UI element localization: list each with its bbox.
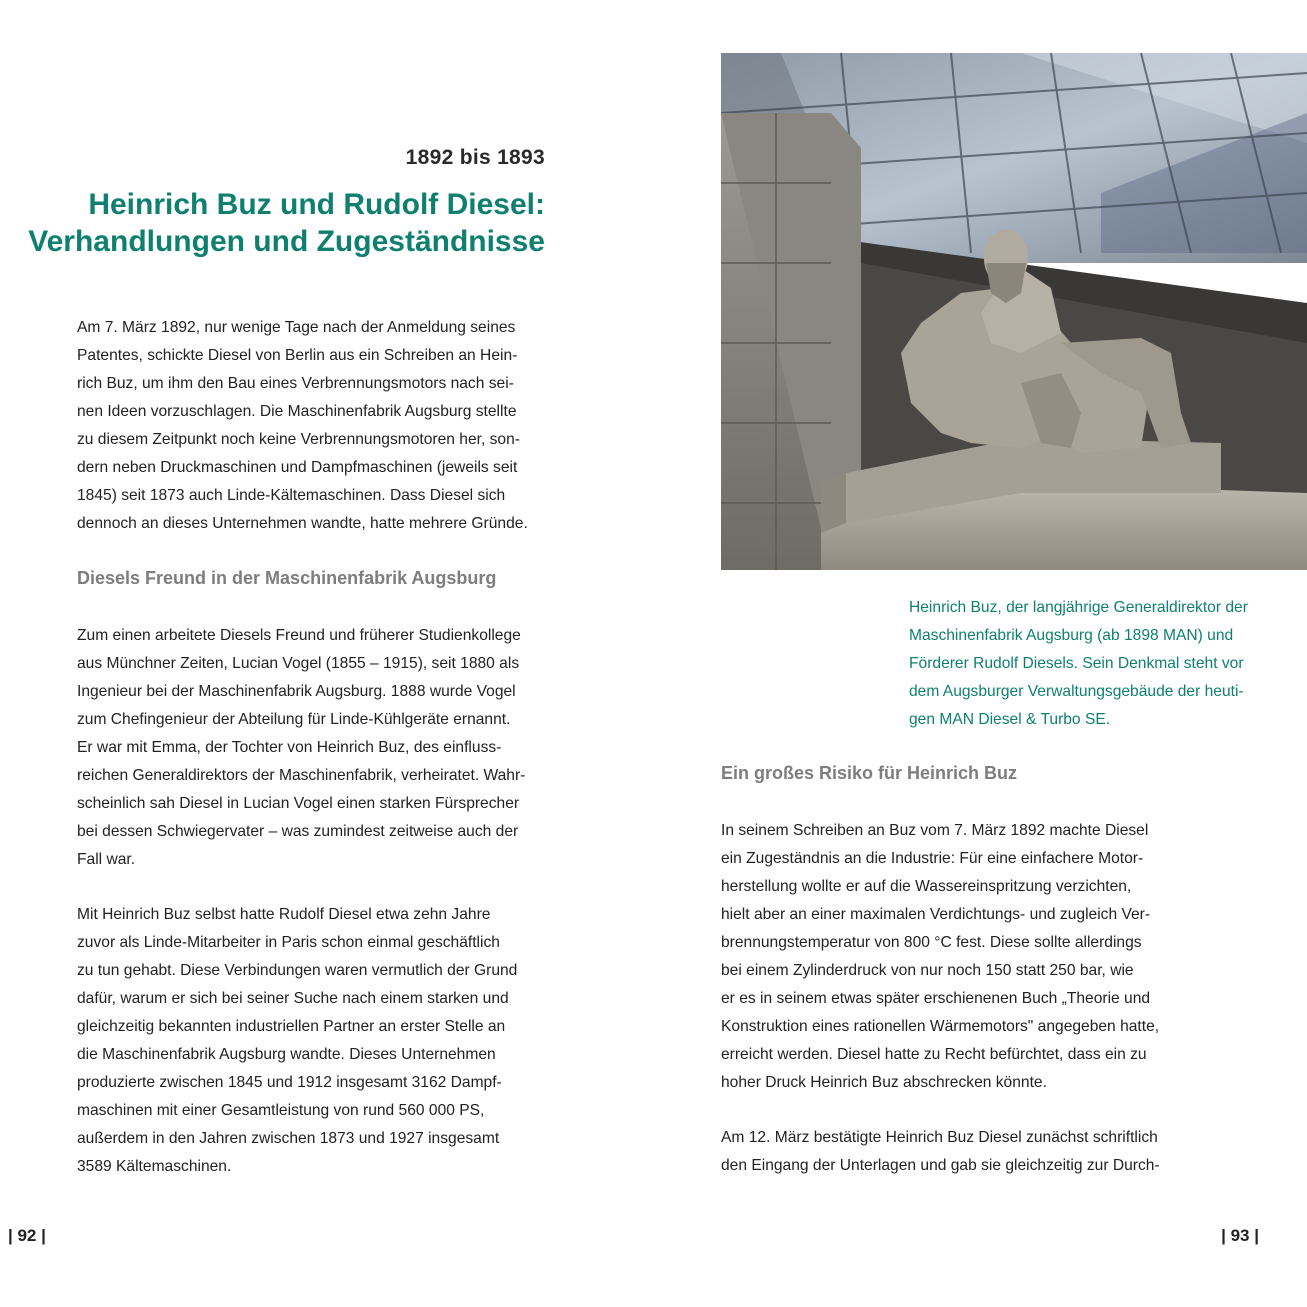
text-line: er es in seinem etwas später erschienenen Buch „Theorie und bbox=[721, 990, 1151, 1007]
text-line: maschinen mit einer Gesamtleistung von rund 560 000 PS, bbox=[77, 1102, 485, 1119]
text-line: nen Ideen vorzuschlagen. Die Maschinenfabrik Augsburg stellte bbox=[77, 403, 517, 420]
text-line: produzierte zwischen 1845 und 1912 insgesamt 3162 Dampf- bbox=[77, 1074, 502, 1091]
section-heading-risiko: Ein großes Risiko für Heinrich Buz bbox=[721, 763, 1018, 783]
text-line: hoher Druck Heinrich Buz abschrecken könnte. bbox=[721, 1074, 1047, 1091]
text-line: hielt aber an einer maximalen Verdichtungs- und zugleich Ver- bbox=[721, 906, 1151, 923]
text-line: zu diesem Zeitpunkt noch keine Verbrennungsmotoren her, son- bbox=[77, 431, 520, 448]
text-line: dafür, warum er sich bei seiner Suche nach einem starken und bbox=[77, 990, 509, 1007]
text-line: 1845) seit 1873 auch Linde-Kältemaschinen. Dass Diesel sich bbox=[77, 487, 506, 504]
page-number-right: | 93 | bbox=[1221, 1226, 1259, 1245]
text-line: außerdem in den Jahren zwischen 1873 und 1927 insgesamt bbox=[77, 1130, 500, 1147]
text-line: zum Chefingenieur der Abteilung für Linde-Kühlgeräte ernannt. bbox=[77, 711, 511, 728]
paragraph-vogel bbox=[77, 622, 557, 874]
photo-caption bbox=[909, 594, 1279, 734]
text-line: Zum einen arbeitete Diesels Freund und früherer Studienkollege bbox=[77, 627, 521, 644]
paragraph-buz-paris bbox=[77, 901, 557, 1181]
text-line: Ingenieur bei der Maschinenfabrik Augsburg. 1888 wurde Vogel bbox=[77, 683, 516, 700]
chapter-years: 1892 bis 1893 bbox=[405, 146, 545, 169]
text-line: dennoch an dieses Unternehmen wandte, hatte mehrere Gründe. bbox=[77, 515, 528, 532]
text-line: rich Buz, um ihm den Bau eines Verbrennungsmotors nach sei- bbox=[77, 375, 514, 392]
page-number-left: | 92 | bbox=[8, 1226, 46, 1245]
text-line: scheinlich sah Diesel in Lucian Vogel einen starken Fürsprecher bbox=[77, 795, 520, 812]
text-line: die Maschinenfabrik Augsburg wandte. Dieses Unternehmen bbox=[77, 1046, 496, 1063]
text-line: Fall war. bbox=[77, 851, 136, 868]
text-line: Konstruktion eines rationellen Wärmemotors" angegeben hatte, bbox=[721, 1018, 1160, 1035]
text-line: aus Münchner Zeiten, Lucian Vogel (1855 – 1915), seit 1880 als bbox=[77, 655, 520, 672]
caption-line: Maschinenfabrik Augsburg (ab 1898 MAN) und bbox=[909, 627, 1234, 644]
text-line: herstellung wollte er auf die Wassereinspritzung verzichten, bbox=[721, 878, 1132, 895]
text-line: Patentes, schickte Diesel von Berlin aus ein Schreiben an Hein- bbox=[77, 347, 518, 364]
caption-line: dem Augsburger Verwaltungsgebäude der heuti- bbox=[909, 683, 1244, 700]
text-line: den Eingang der Unterlagen und gab sie gleichzeitig zur Durch- bbox=[721, 1157, 1160, 1174]
paragraph-zugestaendnis bbox=[721, 817, 1201, 1097]
text-line: reichen Generaldirektors der Maschinenfabrik, verheiratet. Wahr- bbox=[77, 767, 526, 784]
section-heading-diesels-freund: Diesels Freund in der Maschinenfabrik Augsburg bbox=[77, 568, 497, 588]
caption-line: gen MAN Diesel & Turbo SE. bbox=[909, 711, 1111, 728]
text-line: zuvor als Linde-Mitarbeiter in Paris schon einmal geschäftlich bbox=[77, 934, 500, 951]
caption-line: Heinrich Buz, der langjährige Generaldirektor der bbox=[909, 599, 1248, 616]
caption-line: Förderer Rudolf Diesels. Sein Denkmal steht vor bbox=[909, 655, 1244, 672]
text-line: ein Zugeständnis an die Industrie: Für eine einfachere Motor- bbox=[721, 850, 1144, 867]
text-line: gleichzeitig bekannten industriellen Partner an erster Stelle an bbox=[77, 1018, 506, 1035]
chapter-title-line: Heinrich Buz und Rudolf Diesel: bbox=[88, 188, 545, 221]
text-line: In seinem Schreiben an Buz vom 7. März 1892 machte Diesel bbox=[721, 822, 1149, 839]
text-line: Am 7. März 1892, nur wenige Tage nach der Anmeldung seines bbox=[77, 319, 516, 336]
chapter-title bbox=[0, 186, 545, 260]
text-line: bei einem Zylinderdruck von nur noch 150 statt 250 bar, wie bbox=[721, 962, 1134, 979]
paragraph-bestaetigung bbox=[721, 1124, 1201, 1180]
statue-photo bbox=[721, 53, 1307, 570]
text-line: Er war mit Emma, der Tochter von Heinrich Buz, des einfluss- bbox=[77, 739, 502, 756]
text-line: brennungstemperatur von 800 °C fest. Diese sollte allerdings bbox=[721, 934, 1142, 951]
text-line: Am 12. März bestätigte Heinrich Buz Diesel zunächst schriftlich bbox=[721, 1129, 1158, 1146]
text-line: zu tun gehabt. Diese Verbindungen waren vermutlich der Grund bbox=[77, 962, 518, 979]
intro-paragraph bbox=[77, 314, 557, 538]
text-line: 3589 Kältemaschinen. bbox=[77, 1158, 232, 1175]
chapter-title-line: Verhandlungen und Zugeständnisse bbox=[28, 225, 545, 258]
text-line: bei dessen Schwiegervater – was zumindest zeitweise auch der bbox=[77, 823, 519, 840]
text-line: erreicht werden. Diesel hatte zu Recht befürchtet, dass ein zu bbox=[721, 1046, 1147, 1063]
text-line: Mit Heinrich Buz selbst hatte Rudolf Diesel etwa zehn Jahre bbox=[77, 906, 491, 923]
text-line: dern neben Druckmaschinen und Dampfmaschinen (jeweils seit bbox=[77, 459, 518, 476]
